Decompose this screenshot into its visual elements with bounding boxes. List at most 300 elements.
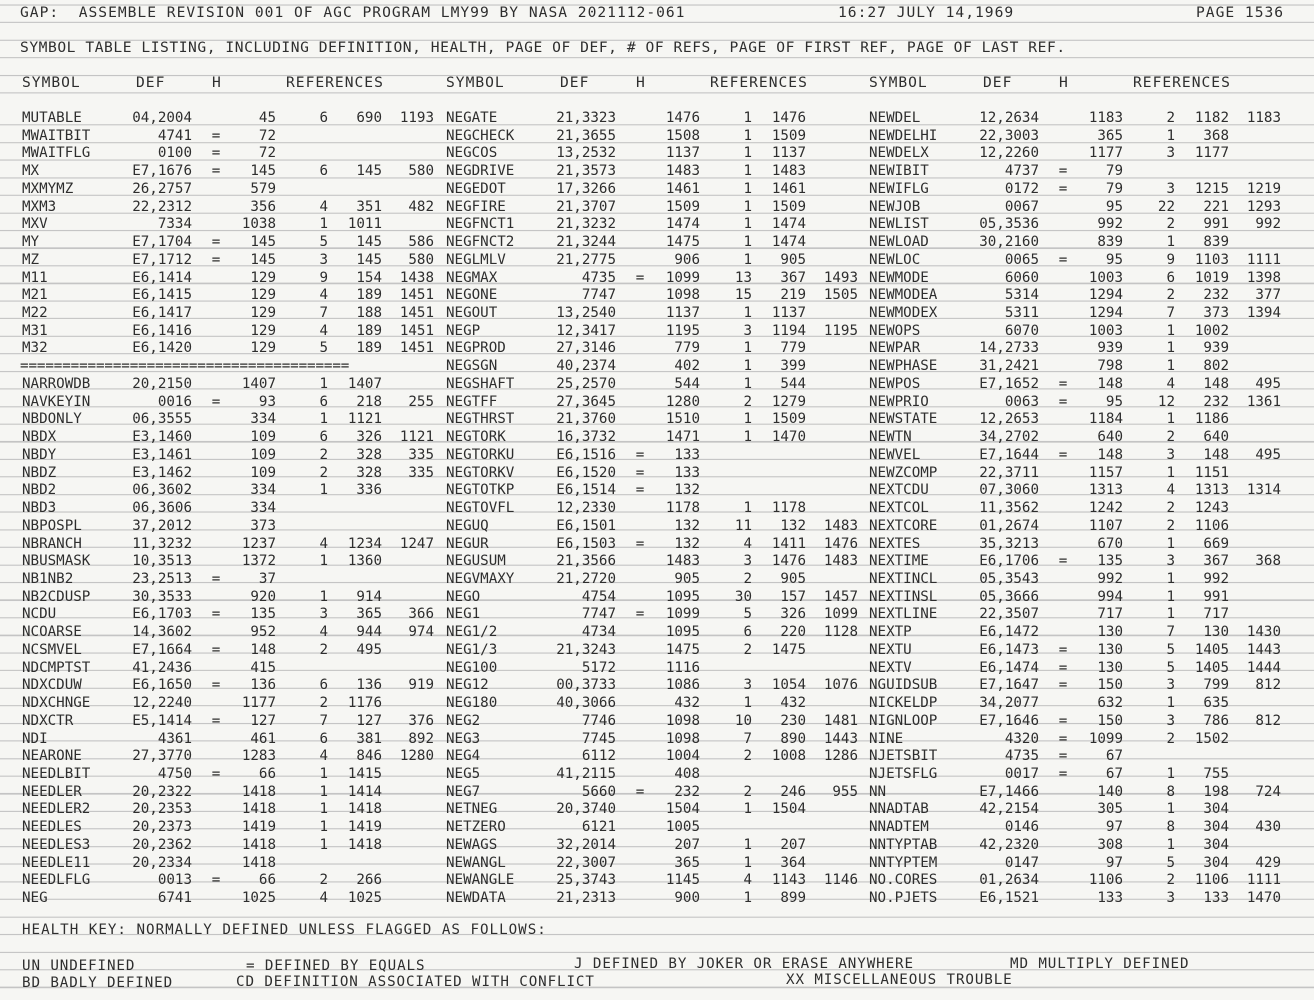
cell-def: 25,3743 [556, 872, 616, 889]
cell-last: 255 [408, 393, 434, 410]
cell-refs: 4 [743, 872, 752, 889]
cell-page: 109 [250, 446, 276, 463]
cell-symbol: NEWDELX [869, 145, 929, 162]
cell-first: 266 [356, 872, 382, 889]
cell-symbol: NEWMODE [869, 269, 929, 286]
cell-refs: 2 [319, 695, 328, 712]
cell-refs: 2 [1166, 872, 1175, 889]
cell-symbol: NEG [22, 890, 48, 907]
cell-refs: 2 [1166, 500, 1175, 517]
cell-first: 1414 [347, 783, 382, 800]
cell-page: 1418 [241, 801, 276, 818]
cell-refs: 6 [319, 163, 328, 180]
cell-last: 1451 [399, 340, 434, 357]
cell-page: 373 [250, 517, 276, 534]
cell-refs: 3 [743, 677, 752, 694]
cell-refs: 1 [319, 836, 328, 853]
cell-first: 939 [1203, 340, 1229, 357]
cell-refs: 1 [319, 482, 328, 499]
cell-page: 132 [674, 517, 700, 534]
cell-refs: 3 [1166, 446, 1175, 463]
cell-refs: 1 [319, 411, 328, 428]
cell-refs: 7 [743, 730, 752, 747]
table-row [0, 731, 1314, 749]
cell-symbol: NEXTU [869, 641, 912, 658]
cell-def: 06,3602 [132, 482, 192, 499]
cell-page: 130 [1097, 641, 1123, 658]
cell-refs: 22 [1157, 198, 1175, 215]
cell-symbol: NBDZ [22, 464, 57, 481]
table-row [0, 145, 1314, 163]
cell-page: 1294 [1088, 305, 1123, 322]
cell-page: 992 [1097, 570, 1123, 587]
cell-last: 1128 [823, 624, 858, 641]
cell-symbol: MXV [22, 216, 48, 233]
cell-page: 66 [258, 766, 276, 782]
cell-symbol: NBRANCH [22, 535, 82, 552]
cell-page: 109 [250, 429, 276, 446]
cell-def: 01,2634 [979, 872, 1039, 889]
cell-last: 1146 [823, 872, 858, 889]
cell-page: 97 [1105, 819, 1123, 836]
cell-page: 1003 [1088, 269, 1123, 286]
cell-first: 1509 [771, 411, 806, 428]
cell-page: 1504 [665, 801, 700, 818]
cell-symbol: NEGTOVFL [446, 500, 515, 517]
health-key-badly: BD BADLY DEFINED [22, 975, 174, 991]
cell-health: = [635, 535, 645, 552]
cell-last: 1121 [399, 429, 434, 446]
cell-last: 892 [408, 730, 434, 747]
cell-page: 97 [1105, 854, 1123, 871]
cell-def: 21,2720 [556, 570, 616, 587]
cell-def: 4735 [581, 269, 616, 286]
cell-refs: 6 [1166, 269, 1175, 286]
cell-first: 364 [780, 854, 806, 871]
cell-page: 1099 [665, 606, 700, 623]
cell-first: 1504 [771, 801, 806, 818]
cell-health: = [1058, 393, 1068, 410]
table-row [0, 589, 1314, 607]
cell-last: 1476 [823, 535, 858, 552]
cell-page: 145 [250, 163, 276, 180]
cell-symbol: NEARONE [22, 748, 82, 765]
cell-refs: 5 [1166, 854, 1175, 871]
table-row [0, 394, 1314, 412]
cell-page: 1508 [665, 127, 700, 144]
cell-last: 1493 [823, 269, 858, 286]
cell-def: 5172 [581, 659, 616, 676]
cell-page: 1005 [665, 819, 700, 836]
cell-last: 1193 [399, 110, 434, 126]
cell-refs: 12 [1157, 393, 1175, 410]
cell-first: 1415 [347, 766, 382, 782]
cell-last: 1111 [1246, 251, 1281, 268]
cell-symbol: NCSMVEL [22, 641, 82, 658]
cell-refs: 5 [1166, 641, 1175, 658]
cell-page: 1025 [241, 890, 276, 907]
cell-first: 1405 [1194, 641, 1229, 658]
cell-page: 640 [1097, 429, 1123, 446]
col-header-def: DEF [560, 74, 590, 91]
cell-def: E7,1652 [979, 375, 1039, 392]
cell-last: 1443 [1246, 641, 1281, 658]
cell-last: 1451 [399, 287, 434, 304]
cell-page: 37 [258, 570, 276, 587]
cell-refs: 1 [319, 588, 328, 605]
cell-page: 1242 [1088, 500, 1123, 517]
cell-def: 0013 [157, 872, 192, 889]
cell-refs: 4 [319, 535, 328, 552]
cell-refs: 1 [1166, 127, 1175, 144]
cell-first: 1313 [1194, 482, 1229, 499]
cell-symbol: NEGDRIVE [446, 163, 515, 180]
cell-page: 1098 [665, 712, 700, 729]
cell-symbol: NDXCDUW [22, 677, 82, 694]
cell-page: 95 [1105, 393, 1123, 410]
cell-last: 1247 [399, 535, 434, 552]
cell-def: 22,2312 [132, 198, 192, 215]
cell-first: 188 [356, 305, 382, 322]
cell-def: E6,1473 [979, 641, 1039, 658]
cell-page: 148 [1097, 375, 1123, 392]
cell-first: 1186 [1194, 411, 1229, 428]
cell-health: = [211, 872, 221, 889]
cell-page: 1471 [665, 429, 700, 446]
cell-symbol: NEG4 [446, 748, 481, 765]
cell-def: 30,3533 [132, 588, 192, 605]
cell-def: E6,1706 [979, 553, 1039, 570]
cell-last: 1293 [1246, 198, 1281, 215]
cell-health: = [635, 269, 645, 286]
cell-page: 1095 [665, 624, 700, 641]
cell-first: 1008 [771, 748, 806, 765]
cell-def: E7,1466 [979, 783, 1039, 800]
table-row [0, 855, 1314, 873]
cell-def: 0172 [1004, 180, 1039, 197]
cell-first: 157 [780, 588, 806, 605]
header-timestamp: 16:27 JULY 14,1969 [838, 4, 1015, 21]
col-header-references: REFERENCES [710, 74, 808, 91]
cell-first: 1407 [347, 375, 382, 392]
cell-def: 4750 [157, 766, 192, 782]
cell-def: 06,3606 [132, 500, 192, 517]
cell-page: 1099 [665, 269, 700, 286]
cell-first: 1177 [1194, 145, 1229, 162]
cell-page: 1183 [1088, 110, 1123, 126]
cell-symbol: NEGFIRE [446, 198, 506, 215]
cell-page: 95 [1105, 251, 1123, 268]
cell-refs: 4 [1166, 482, 1175, 499]
cell-first: 232 [1203, 287, 1229, 304]
cell-symbol: NETNEG [446, 801, 498, 818]
cell-def: 4737 [1004, 163, 1039, 180]
cell-first: 399 [780, 358, 806, 375]
cell-symbol: M31 [22, 322, 48, 339]
cell-page: 136 [250, 677, 276, 694]
cell-health: = [635, 464, 645, 481]
cell-refs: 3 [1166, 145, 1175, 162]
cell-last: 1195 [823, 322, 858, 339]
cell-page: 135 [250, 606, 276, 623]
cell-last: 1444 [1246, 659, 1281, 676]
cell-symbol: NB1NB2 [22, 570, 74, 587]
cell-def: 05,3543 [979, 570, 1039, 587]
cell-symbol: NEWPOS [869, 375, 921, 392]
cell-page: 798 [1097, 358, 1123, 375]
cell-health: = [211, 766, 221, 782]
table-row [0, 216, 1314, 234]
cell-page: 1095 [665, 588, 700, 605]
cell-last: 1219 [1246, 180, 1281, 197]
cell-refs: 2 [743, 393, 752, 410]
cell-symbol: NEWIFLG [869, 180, 929, 197]
cell-symbol: NEEDLER [22, 783, 82, 800]
cell-page: 67 [1105, 766, 1123, 782]
cell-symbol: NICKELDP [869, 695, 938, 712]
cell-page: 127 [250, 712, 276, 729]
cell-first: 669 [1203, 535, 1229, 552]
cell-last: 1451 [399, 305, 434, 322]
cell-refs: 3 [1166, 712, 1175, 729]
cell-first: 207 [780, 836, 806, 853]
cell-refs: 1 [743, 890, 752, 907]
cell-refs: 1 [743, 411, 752, 428]
cell-symbol: M32 [22, 340, 48, 357]
table-row [0, 110, 1314, 128]
cell-def: E6,1514 [556, 482, 616, 499]
cell-page: 129 [250, 305, 276, 322]
cell-def: E6,1416 [132, 322, 192, 339]
cell-first: 232 [1203, 393, 1229, 410]
cell-first: 1011 [347, 216, 382, 233]
cell-last: 1394 [1246, 305, 1281, 322]
cell-last: 1361 [1246, 393, 1281, 410]
cell-first: 1470 [771, 429, 806, 446]
col-header-health: H [1059, 74, 1069, 91]
cell-first: 221 [1203, 198, 1229, 215]
cell-def: E7,1676 [132, 163, 192, 180]
cell-def: E6,1474 [979, 659, 1039, 676]
cell-def: 22,3003 [979, 127, 1039, 144]
cell-symbol: NBD2 [22, 482, 57, 499]
cell-refs: 3 [1166, 553, 1175, 570]
cell-last: 1286 [823, 748, 858, 765]
cell-def: 12,3417 [556, 322, 616, 339]
cell-refs: 3 [1166, 890, 1175, 907]
cell-symbol: NGUIDSUB [869, 677, 938, 694]
cell-symbol: NEWLOAD [869, 234, 929, 251]
cell-symbol: NBPOSPL [22, 517, 82, 534]
cell-def: 0017 [1004, 766, 1039, 782]
cell-first: 1474 [771, 216, 806, 233]
table-row [0, 695, 1314, 713]
cell-refs: 2 [1166, 216, 1175, 233]
cell-first: 189 [356, 287, 382, 304]
cell-refs: 1 [1166, 234, 1175, 251]
cell-first: 1509 [771, 127, 806, 144]
cell-refs: 1 [319, 783, 328, 800]
cell-page: 461 [250, 730, 276, 747]
cell-symbol: NEG12 [446, 677, 489, 694]
cell-def: 10,3513 [132, 553, 192, 570]
cell-page: 779 [674, 340, 700, 357]
cell-refs: 1 [743, 110, 752, 126]
cell-refs: 1 [1166, 358, 1175, 375]
cell-symbol: NEWAGS [446, 836, 498, 853]
cell-first: 544 [780, 375, 806, 392]
listing-subtitle: SYMBOL TABLE LISTING, INCLUDING DEFINITION, HEALTH, PAGE OF DEF, # OF REFS, PAGE OF FIRST REF, PAGE OF LAST REF. [20, 39, 1066, 56]
cell-refs: 1 [1166, 695, 1175, 712]
cell-refs: 6 [743, 624, 752, 641]
cell-def: 04,2004 [132, 110, 192, 126]
header-title: GAP: ASSEMBLE REVISION 001 OF AGC PROGRAM LMY99 BY NASA 2021112-061 [20, 4, 686, 21]
cell-symbol: NEGCHECK [446, 127, 515, 144]
cell-refs: 11 [734, 517, 752, 534]
cell-first: 802 [1203, 358, 1229, 375]
cell-first: 304 [1203, 819, 1229, 836]
cell-page: 67 [1105, 748, 1123, 765]
cell-def: 20,2150 [132, 375, 192, 392]
cell-def: 0100 [157, 145, 192, 162]
col-header-health: H [212, 74, 222, 91]
cell-def: 7334 [157, 216, 192, 233]
cell-health: = [1058, 251, 1068, 268]
cell-first: 1502 [1194, 730, 1229, 747]
cell-page: 1177 [241, 695, 276, 712]
cell-def: 6060 [1004, 269, 1039, 286]
cell-last: 1438 [399, 269, 434, 286]
cell-refs: 1 [1166, 340, 1175, 357]
cell-def: 21,3232 [556, 216, 616, 233]
cell-page: 402 [674, 358, 700, 375]
cell-symbol: MXMYMZ [22, 180, 74, 197]
cell-refs: 1 [743, 695, 752, 712]
cell-first: 1019 [1194, 269, 1229, 286]
table-row [0, 872, 1314, 890]
cell-def: 4735 [1004, 748, 1039, 765]
cell-last: 495 [1255, 446, 1281, 463]
cell-first: 839 [1203, 234, 1229, 251]
table-row [0, 163, 1314, 181]
cell-page: 1372 [241, 553, 276, 570]
cell-symbol: NEGEDOT [446, 180, 506, 197]
cell-health: = [1058, 748, 1068, 765]
cell-refs: 15 [734, 287, 752, 304]
cell-page: 1099 [1088, 730, 1123, 747]
cell-def: E7,1644 [979, 446, 1039, 463]
cell-refs: 8 [1166, 819, 1175, 836]
cell-refs: 7 [1166, 305, 1175, 322]
cell-first: 1002 [1194, 322, 1229, 339]
cell-page: 148 [250, 641, 276, 658]
cell-first: 1360 [347, 553, 382, 570]
cell-refs: 7 [319, 305, 328, 322]
cell-symbol: NEG3 [446, 730, 481, 747]
cell-def: 20,2373 [132, 819, 192, 836]
cell-refs: 1 [743, 163, 752, 180]
cell-refs: 1 [1166, 836, 1175, 853]
cell-symbol: NBD3 [22, 500, 57, 517]
cell-page: 72 [258, 127, 276, 144]
cell-symbol: NEG1/2 [446, 624, 498, 641]
cell-symbol: NEWPAR [869, 340, 921, 357]
health-key-undefined: UN UNDEFINED [22, 958, 136, 974]
cell-page: 1280 [665, 393, 700, 410]
cell-first: 367 [780, 269, 806, 286]
cell-first: 351 [356, 198, 382, 215]
cell-page: 129 [250, 269, 276, 286]
table-row [0, 447, 1314, 465]
cell-first: 1474 [771, 234, 806, 251]
table-row [0, 837, 1314, 855]
cell-def: 27,3645 [556, 393, 616, 410]
cell-def: E6,1417 [132, 305, 192, 322]
cell-page: 129 [250, 322, 276, 339]
cell-health: = [1058, 641, 1068, 658]
cell-first: 799 [1203, 677, 1229, 694]
cell-last: 1481 [823, 712, 858, 729]
cell-def: 35,3213 [979, 535, 1039, 552]
cell-first: 905 [780, 251, 806, 268]
cell-def: 11,3562 [979, 500, 1039, 517]
cell-last: 919 [408, 677, 434, 694]
cell-page: 905 [674, 570, 700, 587]
cell-def: 17,3266 [556, 180, 616, 197]
cell-refs: 5 [319, 234, 328, 251]
cell-refs: 1 [743, 429, 752, 446]
cell-page: 1145 [665, 872, 700, 889]
cell-symbol: NJETSFLG [869, 766, 938, 782]
cell-health: = [211, 677, 221, 694]
cell-first: 326 [780, 606, 806, 623]
cell-refs: 6 [319, 429, 328, 446]
cell-last: 1443 [823, 730, 858, 747]
cell-refs: 3 [319, 606, 328, 623]
cell-def: E3,1462 [132, 464, 192, 481]
table-row [0, 660, 1314, 678]
cell-def: 20,2322 [132, 783, 192, 800]
cell-first: 640 [1203, 429, 1229, 446]
cell-def: 4734 [581, 624, 616, 641]
cell-symbol: NEG5 [446, 766, 481, 782]
cell-first: 1106 [1194, 872, 1229, 889]
cell-page: 1137 [665, 305, 700, 322]
cell-first: 1509 [771, 198, 806, 215]
cell-symbol: NEGUR [446, 535, 489, 552]
cell-def: 06,3555 [132, 411, 192, 428]
cell-first: 127 [356, 712, 382, 729]
cell-symbol: NEWANGLE [446, 872, 515, 889]
cell-page: 145 [250, 234, 276, 251]
cell-page: 66 [258, 872, 276, 889]
table-row [0, 305, 1314, 323]
cell-def: 16,3732 [556, 429, 616, 446]
cell-page: 1107 [1088, 517, 1123, 534]
table-row [0, 411, 1314, 429]
table-row [0, 482, 1314, 500]
table-row [0, 784, 1314, 802]
cell-health: = [1058, 553, 1068, 570]
cell-refs: 1 [743, 198, 752, 215]
cell-page: 670 [1097, 535, 1123, 552]
cell-page: 920 [250, 588, 276, 605]
cell-page: 1003 [1088, 322, 1123, 339]
cell-page: 939 [1097, 340, 1123, 357]
table-row [0, 340, 1314, 358]
cell-def: 12,2260 [979, 145, 1039, 162]
cell-def: 4361 [157, 730, 192, 747]
